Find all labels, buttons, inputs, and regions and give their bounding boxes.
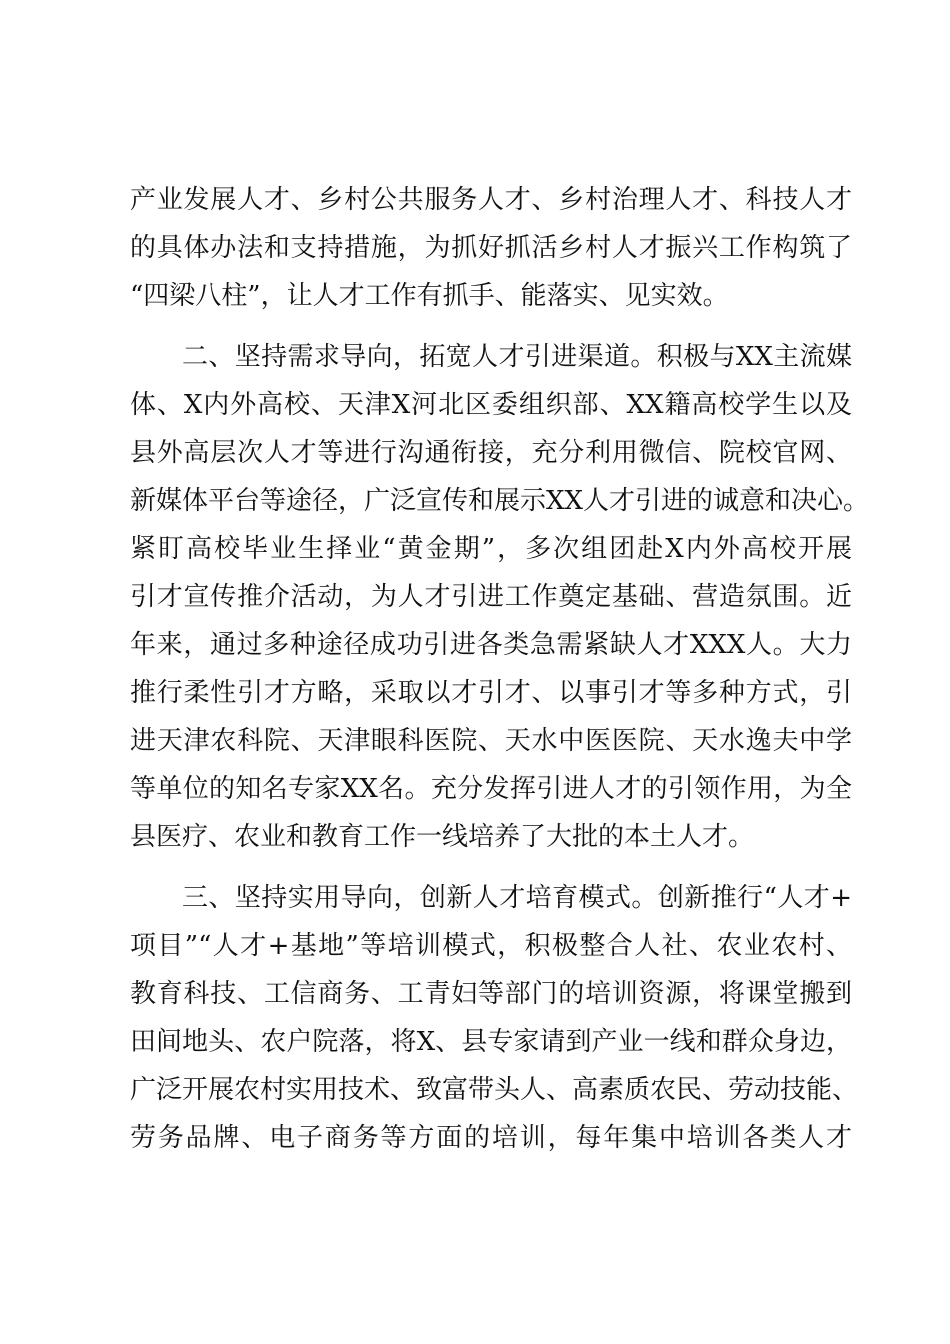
paragraph-2-line-10: 等单位的知名专家XX名。充分发挥引进人才的引领作用，为全	[130, 774, 852, 804]
paragraph-1-line-3: “四梁八柱”，让人才工作有抓手、能落实、见实效。	[130, 281, 729, 311]
paragraph-2-line-5: 紧盯高校毕业生择业“黄金期”，多次组团赴X内外高校开展	[130, 534, 852, 564]
paragraph-3-line-5: 广泛开展农村实用技术、致富带头人、高素质农民、劳动技能、	[130, 1075, 859, 1105]
paragraph-2-line-11: 县医疗、农业和教育工作一线培养了大批的本土人才。	[130, 822, 755, 852]
paragraph-3-line-4: 田间地头、农户院落，将X、县专家请到产业一线和群众身边，	[130, 1027, 852, 1057]
paragraph-3-line-1: 三、坚持实用导向，创新人才培育模式。创新推行“人才+	[182, 883, 852, 913]
paragraph-2-line-3: 县外高层次人才等进行沟通衔接，充分利用微信、院校官网、	[130, 438, 852, 468]
paragraph-2-line-6: 引才宣传推介活动，为人才引进工作奠定基础、营造氛围。近	[130, 582, 852, 612]
paragraph-2-line-8: 推行柔性引才方略，采取以才引才、以事引才等多种方式，引	[130, 678, 852, 708]
paragraph-2-line-4: 新媒体平台等途径，广泛宣传和展示XX人才引进的诚意和决心。	[130, 486, 870, 516]
paragraph-1-line-1: 产业发展人才、乡村公共服务人才、乡村治理人才、科技人才	[130, 185, 852, 215]
paragraph-2-line-2: 体、X内外高校、天津X河北区委组织部、XX籍高校学生以及	[130, 390, 852, 420]
paragraph-3-line-6: 劳务品牌、电子商务等方面的培训，每年集中培训各类人才	[130, 1123, 852, 1153]
paragraph-2-line-7: 年来，通过多种途径成功引进各类急需紧缺人才XXX人。大力	[130, 630, 852, 660]
paragraph-2-line-1: 二、坚持需求导向，拓宽人才引进渠道。积极与XX主流媒	[182, 342, 852, 372]
paragraph-3-line-2: 项目”“人才+基地”等培训模式，积极整合人社、农业农村、	[130, 931, 852, 961]
paragraph-3-line-3: 教育科技、工信商务、工青妇等部门的培训资源，将课堂搬到	[130, 979, 852, 1009]
paragraph-1-line-2: 的具体办法和支持措施，为抓好抓活乡村人才振兴工作构筑了	[130, 233, 852, 263]
paragraph-2-line-9: 进天津农科院、天津眼科医院、天水中医医院、天水逸夫中学	[130, 726, 852, 756]
